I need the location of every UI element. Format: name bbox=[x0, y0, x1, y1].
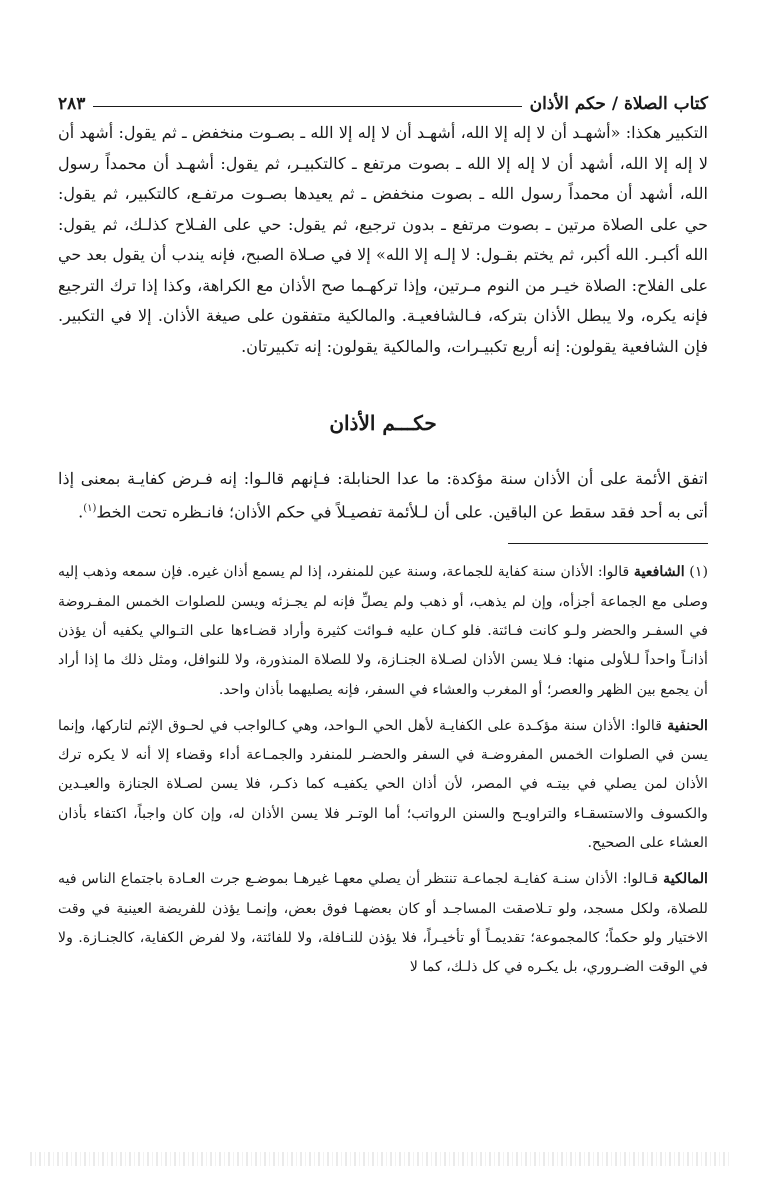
section-paragraph bbox=[58, 464, 708, 527]
school-name-maliki: المالكية bbox=[663, 871, 708, 888]
school-name-shafii: الشافعية bbox=[633, 564, 685, 581]
header-rule bbox=[93, 106, 521, 107]
intro-paragraph: التكبير هكذا: «أشهـد أن لا إله إلا الله، أشهـد أن لا إله إلا الله ـ بصـوت منخفض ـ ثم يقول: أشهد أن لا إله إلا الله، أشهد أن لا إله إلا الله ـ بصوت مرتفع ـ كالتكبيـر، ثم يقول: أشهـد أن محمداً رسول الله، أشهد أن محمداً رسول الله ـ بصوت منخفض ـ ثم يعيدها بصـوت مرتفـع، كالتكبير، ثم يقول: حي على الصلاة مرتين ـ بصوت مرتفع ـ بدون ترجيع، ثم يقول: حي على الفـلاح كذلـك، ثم يقول: الله أكبـر. الله أكبر، ثم يختم بقـول: لا إلـه إلا الله» إلا في صـلاة الصبح، فإنه يندب أن يقول بعد حي على الفلاح: الصلاة خيـر من النوم مـرتين، وإذا تركهـما صح الأذان مع الكراهة، وكذا إذا ترك الترجيع فإنه يكره، ولا يبطل الأذان بتركه، فـالشافعيـة. والمالكية متفقون على صيغة الأذان. إلا في التكبير. فإن الشافعية يقولون: إنه أربع تكبيـرات، والمالكية يقولون: إنه تكبيرتان. bbox=[58, 123, 708, 356]
footnote-text-hanafi: قالوا: الأذان سنة مؤكـدة على الكفايـة لأهل الحي الـواحد، وهي كـالواجب في لحـوق الإثم لتاركها، وإنما يسن في الصلوات الخمس المفروضـة في السفر والحضـر للمنفرد والجمـاعة أداء وقضاء إلا أنه لا يكره ترك الأذان لمن يصلي في بيتـه في المصر، لأن أذان الحي يكفيـه كما ذكـر، فلا يسن لصـلاة الجنازة والعيـدين والكسوف والاستسقـاء والتراويـح والسنن الرواتب؛ أما الوتـر فلا يسن الأذان له، وإن كان واجباً، اكتفاء بأذان العشاء على الصحيح. bbox=[58, 717, 708, 851]
section-heading: حكـــم الأذان bbox=[329, 411, 437, 435]
running-title: كتاب الصلاة / حكم الأذان bbox=[529, 94, 708, 114]
footnote-reference[interactable]: (١) bbox=[83, 503, 97, 514]
section-body: اتفق الأئمة على أن الأذان سنة مؤكدة: ما عدا الحنابلة: فـإنهم قالـوا: إنه فـرض كفايـة بمعنى إذا أتى به أحد فقد سقط عن الباقين. على أن لـلأئمة تفصيـلاً في حكم الأذان؛ فانـظره تحت الخط bbox=[58, 469, 708, 522]
footnote-divider bbox=[508, 543, 708, 544]
footnote-shafii bbox=[58, 558, 708, 704]
footnote-marker: (١) bbox=[689, 564, 708, 581]
footnotes bbox=[58, 558, 708, 982]
running-header bbox=[58, 80, 708, 114]
footnote-text-shafii: قالوا: الأذان سنة كفاية للجماعة، وسنة عين للمنفرد، إذا لم يسمع أذان غيره. فإن سمعه وذهب إليه وصلى مع الجماعة أجزأه، وإن لم يذهب، أو ذهب ولم يصلِّ فإنه لم يجـزئه ويسن للصلوات الخمس المفـروضة في السفـر والحضر ولـو كانت فـائتة. فلو كـان عليه فـوائت كثيرة وأراد قضـاءها على التـوالي يكفيه أن يؤذن أذانـاً واحداً لـلأولى منها: فـلا يسن الأذان لصـلاة الجنـازة، ولا للصلاة المنذورة، ولا للنوافل، ومثل ذلك ما إذا أراد أن يجمع بين الظهر والعصر؛ أو المغرب والعشاء في السفر، فإنه يصليهما بأذان واحد. bbox=[58, 564, 708, 698]
page bbox=[58, 80, 708, 989]
footnote-text-maliki: قـالوا: الأذان سنـة كفايـة لجماعـة تنتظر أن يصلي معهـا غيرهـا بموضـع جرت العـادة باجتماع الناس فيه للصلاة، ولكل مسجد، ولو تـلاصقت المساجـد أو كان بعضهـا فوق بعض، وإنمـا يؤذن للفريضة العينية في وقت الاختيار ولو حكماً؛ كالمجموعة؛ تقديمـاً أو تأخيـراً، فلا يؤذن للنـافلة، ولا للفائتة، ولا لفرض الكفاية، كالجنـازة. ولا في الوقت الضـروري، بل يكـره في كل ذلـك، كما لا bbox=[58, 871, 708, 976]
section-body-end: . bbox=[78, 502, 84, 522]
school-name-hanafi: الحنفية bbox=[667, 717, 708, 734]
footnote-hanafi bbox=[58, 712, 708, 858]
page-number: ٢٨٣ bbox=[58, 94, 86, 114]
footnote-maliki bbox=[58, 865, 708, 982]
scan-noise-strip bbox=[30, 1152, 730, 1166]
